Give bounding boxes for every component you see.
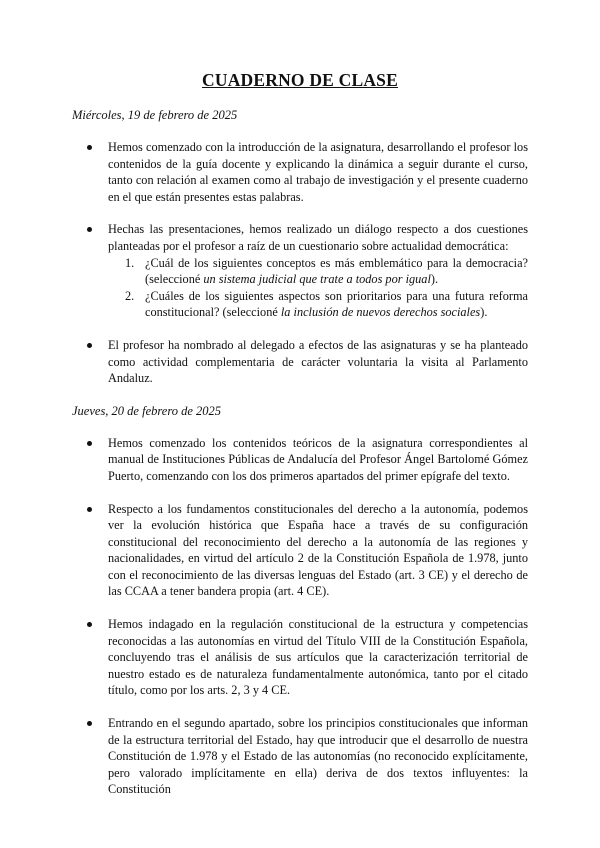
bullet-icon (87, 343, 92, 348)
note-text: Hemos comenzado con la introducción de la asignatura, desarrollando el profesor los contenidos de la guía docente y explicando la dinámica a seguir durante el curso, tanto con relación al examen como al trabajo de investigación y el presente cuaderno en el que están presentes estas palabras. (108, 140, 528, 204)
note-item (87, 616, 528, 699)
item-number: 2. (125, 288, 135, 303)
numbered-item (125, 255, 528, 288)
item-emphasis: un sistema judicial que trate a todos por igual (203, 272, 431, 287)
bullet-icon (87, 721, 92, 726)
note-item (87, 435, 528, 485)
item-emphasis: la inclusión de nuevos derechos sociales (280, 305, 481, 320)
bullet-icon (87, 441, 92, 446)
bullet-icon (87, 622, 92, 627)
item-number: 1. (125, 255, 135, 270)
note-text: El profesor ha nombrado al delegado a efectos de las asignaturas y se ha planteado como actividad complementaria de carácter voluntaria la visita al Parlamento Andaluz. (108, 337, 528, 386)
note-item (87, 501, 528, 601)
item-text: ¿Cuál de los siguientes conceptos es más emblemático para la democracia? (seleccioné (145, 255, 528, 287)
note-item (87, 715, 528, 798)
document-title: CUADERNO DE CLASE (202, 70, 398, 90)
item-text-end: ). (430, 272, 439, 287)
note-item (87, 221, 528, 321)
note-text: Hemos indagado en la regulación constitucional de la estructura y competencias reconocidas a las autonomías en virtud del Título VIII de la Constitución Española, concluyendo tras el análisis de sus artículos que la caracterización territorial de nuestro estado es de naturaleza fundamentalmente autonómica, tanto por el citado título, como por los arts. 2, 3 y 4 CE. (108, 617, 528, 698)
note-text: Respecto a los fundamentos constitucionales del derecho a la autonomía, podemos ver la evolución histórica que España hace a través de su configuración constitucional del reconocimiento del derecho a la autonomía de las regiones y nacionalidades, en virtud del artículo 2 de la Constitución Española de 1.978, junto con el reconocimiento de las diversas lenguas del Estado (art. 3 CE) y el derecho de las CCAA a tener bandera propia (art. 4 CE). (108, 501, 528, 599)
session-date: Jueves, 20 de febrero de 2025 (72, 403, 222, 418)
session-notes-list (72, 139, 528, 387)
item-text-end: ). (480, 305, 488, 320)
note-text: Entrando en el segundo apartado, sobre los principios constitucionales que informan de la estructura territorial del Estado, hay que introducir que el desarrollo de nuestra Constitución de 1.978 y el Estado de las autonomías (no reconocido explícitamente, pero valorado implícitamente en ella) deriva de dos textos influyentes: la Constitución (108, 716, 528, 797)
note-item (87, 139, 528, 205)
session-date: Miércoles, 19 de febrero de 2025 (72, 108, 238, 122)
note-text: Hechas las presentaciones, hemos realizado un diálogo respecto a dos cuestiones planteadas por el profesor a raíz de un cuestionario sobre actualidad democrática: (108, 222, 528, 253)
bullet-icon (87, 507, 92, 512)
note-text: Hemos comenzado los contenidos teóricos de la asignatura correspondientes al manual de Instituciones Públicas de Andalucía del Profesor Ángel Bartolomé Gómez Puerto, comenzando con los dos primeros apartados del primer epígrafe del texto. (108, 435, 528, 483)
note-item (87, 337, 528, 387)
bullet-icon (87, 227, 92, 232)
numbered-sublist (108, 255, 528, 321)
session-notes-list (72, 435, 528, 798)
numbered-item (125, 288, 528, 321)
item-text: ¿Cuáles de los siguientes aspectos son prioritarios para una futura reforma constitucional? (seleccioné (145, 288, 528, 320)
bullet-icon (87, 145, 92, 150)
